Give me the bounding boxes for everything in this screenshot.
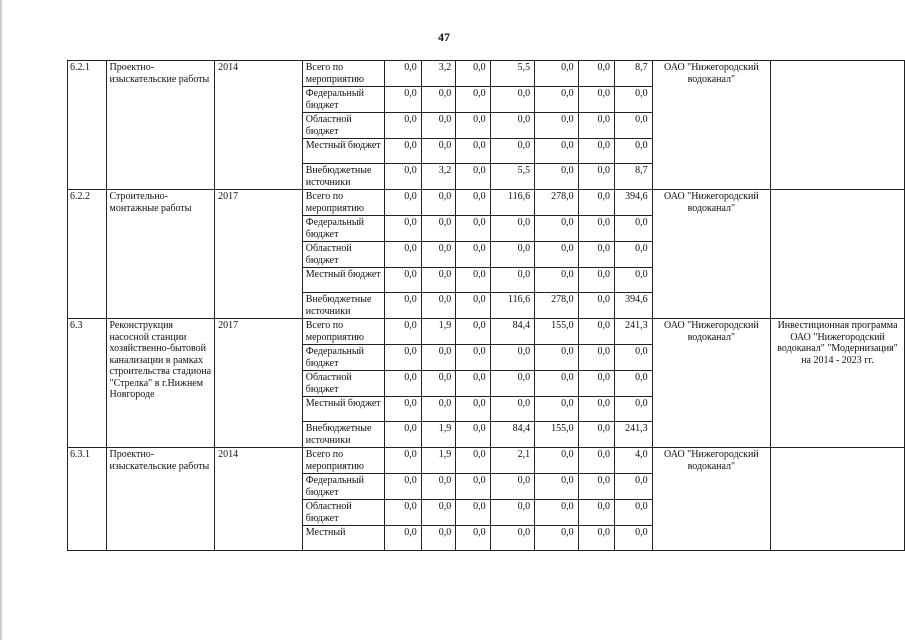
funding-source: Местный бюджет <box>302 397 385 422</box>
funding-source: Местный бюджет <box>302 139 385 164</box>
amount-cell: 0,0 <box>614 474 652 500</box>
amount-cell: 0,0 <box>578 319 614 345</box>
amount-cell: 0,0 <box>490 474 534 500</box>
amount-cell: 0,0 <box>578 345 614 371</box>
amount-cell: 0,0 <box>535 345 578 371</box>
amount-cell: 0,0 <box>535 139 578 164</box>
item-number: 6.3.1 <box>68 448 107 551</box>
amount-cell: 0,0 <box>385 139 421 164</box>
amount-cell: 4,0 <box>614 448 652 474</box>
funding-table <box>67 60 905 551</box>
amount-cell: 0,0 <box>421 397 455 422</box>
amount-cell: 0,0 <box>456 345 490 371</box>
amount-cell: 0,0 <box>385 293 421 319</box>
amount-cell: 278,0 <box>535 190 578 216</box>
amount-cell: 0,0 <box>421 216 455 242</box>
amount-cell: 0,0 <box>456 371 490 397</box>
item-note <box>771 448 905 551</box>
amount-cell: 0,0 <box>385 500 421 526</box>
amount-cell: 0,0 <box>578 397 614 422</box>
amount-cell: 0,0 <box>456 164 490 190</box>
amount-cell: 0,0 <box>385 422 421 448</box>
amount-cell: 5,5 <box>490 61 534 87</box>
amount-cell: 0,0 <box>385 87 421 113</box>
amount-cell: 3,2 <box>421 61 455 87</box>
table-row <box>68 448 905 474</box>
amount-cell: 5,5 <box>490 164 534 190</box>
amount-cell: 0,0 <box>421 139 455 164</box>
funding-source: Всего по мероприятию <box>302 61 385 87</box>
amount-cell: 0,0 <box>578 422 614 448</box>
amount-cell: 116,6 <box>490 293 534 319</box>
item-year: 2014 <box>215 448 303 551</box>
amount-cell: 0,0 <box>490 216 534 242</box>
amount-cell: 0,0 <box>614 113 652 139</box>
amount-cell: 0,0 <box>385 345 421 371</box>
amount-cell: 394,6 <box>614 293 652 319</box>
item-name: Проектно-изыскательские работы <box>106 448 215 551</box>
funding-source: Областной бюджет <box>302 113 385 139</box>
amount-cell: 0,0 <box>456 113 490 139</box>
amount-cell: 0,0 <box>456 397 490 422</box>
amount-cell: 0,0 <box>614 500 652 526</box>
amount-cell: 0,0 <box>385 526 421 551</box>
amount-cell: 0,0 <box>456 61 490 87</box>
amount-cell: 0,0 <box>385 216 421 242</box>
amount-cell: 0,0 <box>578 164 614 190</box>
amount-cell: 0,0 <box>490 268 534 293</box>
amount-cell: 0,0 <box>456 448 490 474</box>
amount-cell: 0,0 <box>385 164 421 190</box>
amount-cell: 0,0 <box>535 474 578 500</box>
amount-cell: 0,0 <box>614 345 652 371</box>
item-executor: ОАО "Нижегородский водоканал" <box>652 319 770 448</box>
amount-cell: 8,7 <box>614 164 652 190</box>
amount-cell: 0,0 <box>456 422 490 448</box>
amount-cell: 0,0 <box>456 474 490 500</box>
amount-cell: 0,0 <box>614 371 652 397</box>
amount-cell: 0,0 <box>385 474 421 500</box>
amount-cell: 0,0 <box>421 113 455 139</box>
amount-cell: 155,0 <box>535 319 578 345</box>
amount-cell: 0,0 <box>490 242 534 268</box>
table-row <box>68 319 905 345</box>
funding-source: Внебюджетные источники <box>302 293 385 319</box>
amount-cell: 0,0 <box>614 87 652 113</box>
funding-source: Областной бюджет <box>302 242 385 268</box>
amount-cell: 0,0 <box>456 500 490 526</box>
item-name: Строительно-монтажные работы <box>106 190 215 319</box>
amount-cell: 0,0 <box>535 87 578 113</box>
funding-source: Внебюджетные источники <box>302 422 385 448</box>
page-number: 47 <box>438 30 450 44</box>
amount-cell: 0,0 <box>490 345 534 371</box>
amount-cell: 84,4 <box>490 422 534 448</box>
table-row <box>68 190 905 216</box>
amount-cell: 0,0 <box>578 448 614 474</box>
item-name: Реконструкция насосной станции хозяйственно-бытовой канализации в рамках строительства стадиона "Стрелка" в г.Нижнем Новгороде <box>106 319 215 448</box>
amount-cell: 0,0 <box>456 216 490 242</box>
amount-cell: 0,0 <box>421 87 455 113</box>
amount-cell: 0,0 <box>614 397 652 422</box>
amount-cell: 0,0 <box>385 319 421 345</box>
amount-cell: 0,0 <box>535 397 578 422</box>
amount-cell: 278,0 <box>535 293 578 319</box>
funding-source: Всего по мероприятию <box>302 190 385 216</box>
amount-cell: 0,0 <box>456 526 490 551</box>
amount-cell: 0,0 <box>578 371 614 397</box>
amount-cell: 0,0 <box>578 61 614 87</box>
amount-cell: 0,0 <box>421 474 455 500</box>
amount-cell: 8,7 <box>614 61 652 87</box>
amount-cell: 394,6 <box>614 190 652 216</box>
amount-cell: 0,0 <box>421 190 455 216</box>
amount-cell: 0,0 <box>578 474 614 500</box>
amount-cell: 0,0 <box>535 371 578 397</box>
amount-cell: 0,0 <box>421 500 455 526</box>
amount-cell: 0,0 <box>456 87 490 113</box>
amount-cell: 0,0 <box>535 216 578 242</box>
amount-cell: 116,6 <box>490 190 534 216</box>
amount-cell: 0,0 <box>421 371 455 397</box>
funding-source: Федеральный бюджет <box>302 216 385 242</box>
amount-cell: 241,3 <box>614 319 652 345</box>
funding-source: Областной бюджет <box>302 371 385 397</box>
item-note <box>771 190 905 319</box>
amount-cell: 0,0 <box>490 526 534 551</box>
amount-cell: 0,0 <box>385 61 421 87</box>
item-number: 6.2.2 <box>68 190 107 319</box>
amount-cell: 0,0 <box>385 371 421 397</box>
amount-cell: 0,0 <box>578 526 614 551</box>
item-year: 2017 <box>215 319 303 448</box>
funding-source: Всего по мероприятию <box>302 319 385 345</box>
amount-cell: 0,0 <box>456 190 490 216</box>
amount-cell: 0,0 <box>578 216 614 242</box>
funding-source: Федеральный бюджет <box>302 87 385 113</box>
amount-cell: 0,0 <box>385 448 421 474</box>
amount-cell: 0,0 <box>578 87 614 113</box>
amount-cell: 241,3 <box>614 422 652 448</box>
amount-cell: 0,0 <box>578 139 614 164</box>
amount-cell: 0,0 <box>614 242 652 268</box>
amount-cell: 0,0 <box>578 242 614 268</box>
amount-cell: 0,0 <box>614 268 652 293</box>
amount-cell: 0,0 <box>490 139 534 164</box>
amount-cell: 0,0 <box>421 526 455 551</box>
funding-source: Всего по мероприятию <box>302 448 385 474</box>
amount-cell: 0,0 <box>578 268 614 293</box>
amount-cell: 0,0 <box>385 268 421 293</box>
amount-cell: 0,0 <box>385 397 421 422</box>
amount-cell: 1,9 <box>421 448 455 474</box>
item-executor: ОАО "Нижегородский водоканал" <box>652 190 770 319</box>
amount-cell: 84,4 <box>490 319 534 345</box>
amount-cell: 0,0 <box>456 293 490 319</box>
amount-cell: 0,0 <box>578 190 614 216</box>
amount-cell: 0,0 <box>385 113 421 139</box>
item-year: 2014 <box>215 61 303 190</box>
amount-cell: 0,0 <box>385 190 421 216</box>
amount-cell: 1,9 <box>421 422 455 448</box>
amount-cell: 0,0 <box>456 242 490 268</box>
amount-cell: 0,0 <box>614 526 652 551</box>
item-year: 2017 <box>215 190 303 319</box>
amount-cell: 0,0 <box>535 526 578 551</box>
amount-cell: 1,9 <box>421 319 455 345</box>
funding-source: Федеральный бюджет <box>302 345 385 371</box>
amount-cell: 0,0 <box>385 242 421 268</box>
amount-cell: 0,0 <box>614 216 652 242</box>
amount-cell: 0,0 <box>421 345 455 371</box>
amount-cell: 155,0 <box>535 422 578 448</box>
funding-source: Областной бюджет <box>302 500 385 526</box>
funding-source: Внебюджетные источники <box>302 164 385 190</box>
amount-cell: 0,0 <box>490 87 534 113</box>
funding-source: Федеральный бюджет <box>302 474 385 500</box>
amount-cell: 0,0 <box>456 319 490 345</box>
item-name: Проектно-изыскательские работы <box>106 61 215 190</box>
amount-cell: 0,0 <box>421 293 455 319</box>
item-number: 6.2.1 <box>68 61 107 190</box>
amount-cell: 0,0 <box>535 242 578 268</box>
amount-cell: 0,0 <box>456 268 490 293</box>
amount-cell: 2,1 <box>490 448 534 474</box>
amount-cell: 3,2 <box>421 164 455 190</box>
amount-cell: 0,0 <box>490 371 534 397</box>
item-number: 6.3 <box>68 319 107 448</box>
amount-cell: 0,0 <box>578 113 614 139</box>
amount-cell: 0,0 <box>535 448 578 474</box>
amount-cell: 0,0 <box>535 61 578 87</box>
amount-cell: 0,0 <box>535 164 578 190</box>
amount-cell: 0,0 <box>456 139 490 164</box>
amount-cell: 0,0 <box>535 268 578 293</box>
item-executor: ОАО "Нижегородский водоканал" <box>652 448 770 551</box>
amount-cell: 0,0 <box>535 113 578 139</box>
amount-cell: 0,0 <box>421 268 455 293</box>
scan-edge <box>0 0 2 640</box>
amount-cell: 0,0 <box>490 397 534 422</box>
item-executor: ОАО "Нижегородский водоканал" <box>652 61 770 190</box>
amount-cell: 0,0 <box>578 293 614 319</box>
amount-cell: 0,0 <box>578 500 614 526</box>
funding-source: Местный бюджет <box>302 268 385 293</box>
amount-cell: 0,0 <box>614 139 652 164</box>
item-note: Инвестиционная программа ОАО "Нижегородский водоканал" "Модернизация" на 2014 - 2023 гг. <box>771 319 905 448</box>
item-note <box>771 61 905 190</box>
amount-cell: 0,0 <box>535 500 578 526</box>
amount-cell: 0,0 <box>421 242 455 268</box>
amount-cell: 0,0 <box>490 113 534 139</box>
funding-source: Местный <box>302 526 385 551</box>
table-row <box>68 61 905 87</box>
amount-cell: 0,0 <box>490 500 534 526</box>
